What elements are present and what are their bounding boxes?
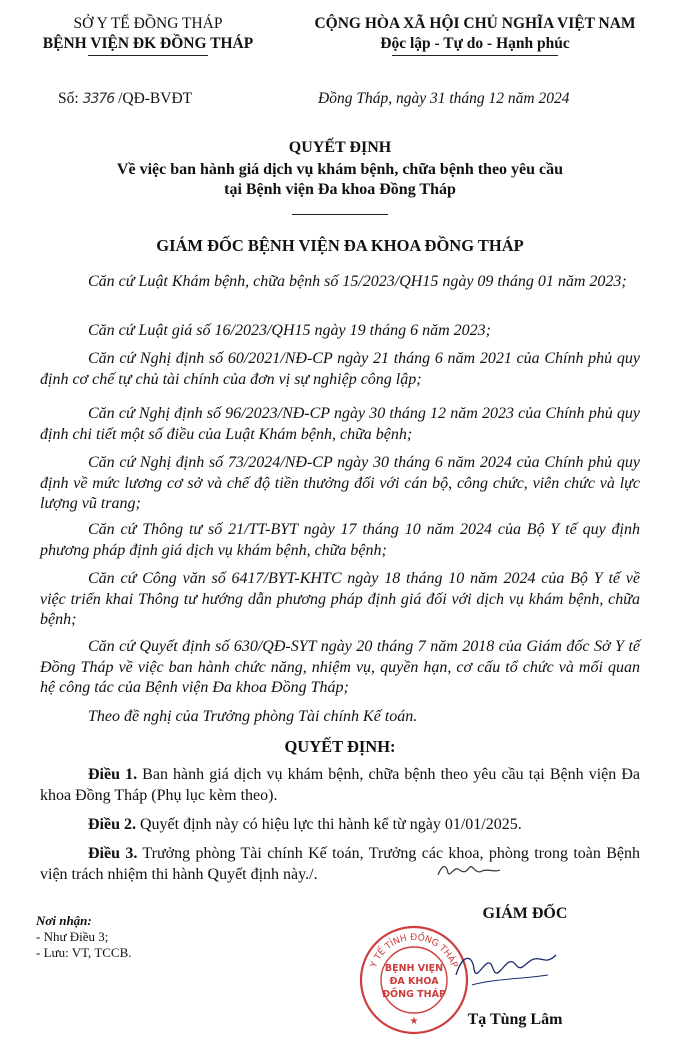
basis-paragraph: Theo đề nghị của Trưởng phòng Tài chính Kế toán. bbox=[88, 708, 418, 725]
recipient-item: - Như Điều 3; bbox=[36, 929, 109, 944]
signer-name: Tạ Tùng Lâm bbox=[467, 1011, 563, 1028]
document-type: QUYẾT ĐỊNH bbox=[288, 139, 392, 156]
stamp-line-2: ĐA KHOA bbox=[389, 976, 439, 987]
issuer-parent: SỞ Y TẾ ĐỒNG THÁP bbox=[73, 15, 223, 32]
basis-paragraph: Căn cứ Luật Khám bệnh, chữa bệnh số 15/2023/QH15 ngày 09 tháng 01 năm 2023; bbox=[88, 273, 627, 290]
motto-underline bbox=[392, 55, 558, 56]
document-number bbox=[58, 90, 192, 108]
article-3: Điều 3. Trưởng phòng Tài chính Kế toán, Trưởng các khoa, phòng trong toàn Bệnh viện trách nhiệm thi hành Quyết định này./. bbox=[40, 845, 641, 883]
basis-paragraph: Căn cứ Nghị định số 60/2021/NĐ-CP ngày 21 tháng 6 năm 2021 của Chính phủ quy định cơ chế tự chủ tài chính của đơn vị sự nghiệp công lập; bbox=[40, 350, 640, 388]
document-number-value: 3376 bbox=[82, 91, 115, 107]
authority-heading: GIÁM ĐỐC BỆNH VIỆN ĐA KHOA ĐỒNG THÁP bbox=[156, 236, 524, 255]
basis-paragraph: Căn cứ Thông tư số 21/TT-BYT ngày 17 tháng 10 năm 2024 của Bộ Y tế quy định phương pháp định giá dịch vụ khám bệnh, chữa bệnh; bbox=[40, 521, 640, 559]
issuer-underline bbox=[88, 55, 208, 56]
national-motto: Độc lập - Tự do - Hạnh phúc bbox=[380, 35, 570, 52]
issuer-name: BỆNH VIỆN ĐK ĐỒNG THÁP bbox=[42, 35, 254, 52]
handwritten-initials bbox=[436, 861, 502, 879]
stamp-line-1: BỆNH VIỆN bbox=[384, 963, 444, 974]
handwritten-signature bbox=[452, 935, 562, 1005]
subject-line-2: tại Bệnh viện Đa khoa Đồng Tháp bbox=[224, 181, 456, 198]
signer-title: GIÁM ĐỐC bbox=[482, 905, 568, 922]
basis-paragraph: Căn cứ Nghị định số 73/2024/NĐ-CP ngày 30 tháng 6 năm 2024 của Chính phủ quy định về mức lương cơ sở và chế độ tiền thưởng đối với cán bộ, công chức, viên chức và lực lượng vũ trang; bbox=[40, 454, 640, 512]
document-number-label: Số: bbox=[58, 90, 83, 107]
basis-paragraph: Căn cứ Luật giá số 16/2023/QH15 ngày 19 tháng 6 năm 2023; bbox=[88, 322, 491, 339]
svg-text:Y TẾ TỈNH ĐỒNG THÁP: Y TẾ TỈNH ĐỒNG THÁP bbox=[369, 932, 459, 970]
basis-paragraph: Căn cứ Nghị định số 96/2023/NĐ-CP ngày 30 tháng 12 năm 2023 của Chính phủ quy định chi tiết một số điều của Luật Khám bệnh, chữa bệnh; bbox=[40, 405, 640, 443]
recipients-block bbox=[36, 913, 132, 961]
stamp-line-3: ĐỒNG THÁP bbox=[382, 989, 446, 1000]
basis-paragraph: Căn cứ Quyết định số 630/QĐ-SYT ngày 20 tháng 7 năm 2018 của Giám đốc Sở Y tế Đồng Tháp về việc ban hành chức năng, nhiệm vụ, quyền hạn, cơ cấu tổ chức và mối quan hệ công tác của Bệnh viện Đa khoa Đồng Tháp; bbox=[40, 638, 640, 696]
title-underline bbox=[292, 214, 388, 215]
issue-date: Đồng Tháp, ngày 31 tháng 12 năm 2024 bbox=[318, 90, 570, 107]
basis-paragraph: Căn cứ Công văn số 6417/BYT-KHTC ngày 18 tháng 10 năm 2024 của Bộ Y tế về việc triển khai Thông tư hướng dẫn phương pháp định giá đối với dịch vụ khám bệnh, chữa bệnh; bbox=[40, 570, 640, 628]
article-2: Điều 2. Quyết định này có hiệu lực thi hành kể từ ngày 01/01/2025. bbox=[88, 816, 522, 833]
article-1: Điều 1. Ban hành giá dịch vụ khám bệnh, chữa bệnh theo yêu cầu tại Bệnh viện Đa khoa Đồng Tháp (Phụ lục kèm theo). bbox=[40, 766, 640, 804]
decision-heading: QUYẾT ĐỊNH: bbox=[284, 737, 396, 756]
document-number-suffix: /QĐ-BVĐT bbox=[114, 90, 193, 107]
recipients-label: Nơi nhận: bbox=[36, 913, 92, 928]
national-motto-block bbox=[290, 14, 660, 54]
recipient-item: - Lưu: VT, TCCB. bbox=[36, 945, 132, 960]
svg-text:★: ★ bbox=[409, 1016, 419, 1027]
national-title: CỘNG HÒA XÃ HỘI CHỦ NGHĨA VIỆT NAM bbox=[314, 15, 636, 32]
subject-line-1: Về việc ban hành giá dịch vụ khám bệnh, chữa bệnh theo yêu cầu bbox=[116, 161, 564, 178]
issuer-block bbox=[28, 14, 268, 54]
